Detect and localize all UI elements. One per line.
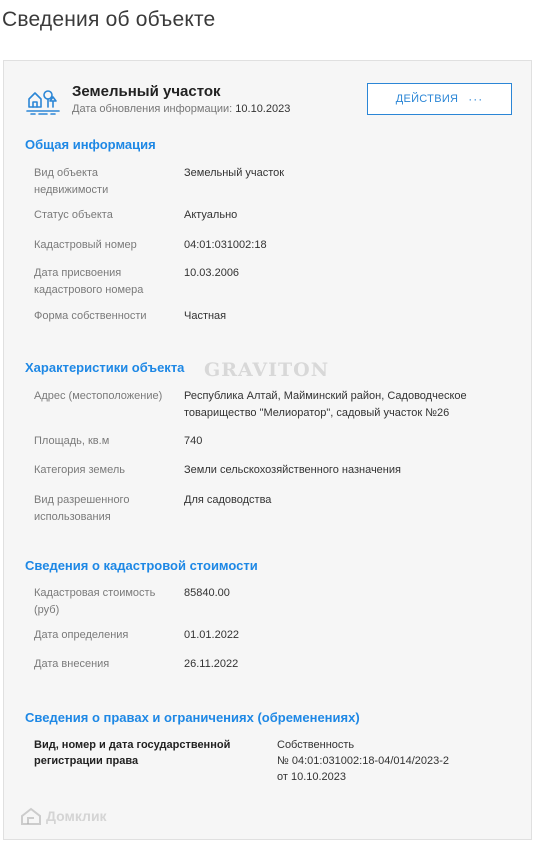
actions-label: ДЕЙСТВИЯ bbox=[395, 93, 459, 105]
house-icon bbox=[20, 807, 42, 825]
row-value: 10.03.2006 bbox=[184, 267, 240, 279]
row-value: 01.01.2022 bbox=[184, 629, 240, 641]
object-updated-info bbox=[72, 103, 290, 115]
row-label: Категория земель bbox=[34, 464, 125, 476]
row-value: Земельный участок bbox=[184, 167, 285, 179]
row-label: Форма собственности bbox=[34, 310, 147, 322]
row-label: Кадастровый номер bbox=[34, 239, 137, 251]
section-general-title: Общая информация bbox=[25, 137, 156, 152]
row-value: 26.11.2022 bbox=[184, 658, 239, 670]
rights-date: от 10.10.2023 bbox=[277, 771, 347, 783]
row-label: Вид разрешенного использования bbox=[34, 494, 130, 523]
rights-type: Собственность bbox=[277, 739, 355, 751]
section-characteristics-title: Характеристики объекта bbox=[25, 360, 185, 375]
object-type-title: Земельный участок bbox=[72, 83, 221, 100]
rights-label: Вид, номер и дата государственной регистрации права bbox=[34, 739, 231, 767]
row-label: Дата определения bbox=[34, 629, 129, 641]
more-dots-icon: ··· bbox=[468, 92, 484, 106]
section-rights-title: Сведения о правах и ограничениях (обременениях) bbox=[25, 710, 360, 725]
updated-label: Дата обновления информации: bbox=[72, 103, 233, 115]
domclick-label: Домклик bbox=[46, 808, 107, 824]
object-card bbox=[3, 60, 532, 840]
row-value: Республика Алтай, Майминский район, Садоводческое товарищество "Мелиоратор", садовый участок №26 bbox=[184, 390, 467, 419]
row-value: Актуально bbox=[184, 209, 238, 221]
row-value: Частная bbox=[184, 310, 227, 322]
graviton-watermark: GRAVITON bbox=[204, 359, 330, 381]
row-value: 04:01:031002:18 bbox=[184, 239, 267, 251]
row-label: Дата присвоения кадастрового номера bbox=[34, 267, 144, 296]
row-label: Адрес (местоположение) bbox=[34, 390, 163, 402]
section-cadastral-value-title: Сведения о кадастровой стоимости bbox=[25, 558, 258, 573]
row-label: Дата внесения bbox=[34, 658, 110, 670]
land-plot-icon bbox=[26, 87, 60, 115]
rights-number: № 04:01:031002:18-04/014/2023-2 bbox=[277, 755, 450, 767]
rights-value bbox=[277, 737, 477, 785]
row-value: Земли сельскохозяйственного назначения bbox=[184, 464, 401, 476]
row-label: Площадь, кв.м bbox=[34, 435, 110, 447]
row-value: 740 bbox=[184, 435, 203, 447]
row-value: 85840.00 bbox=[184, 587, 230, 599]
updated-date: 10.10.2023 bbox=[235, 103, 291, 115]
row-label: Вид объекта недвижимости bbox=[34, 167, 109, 196]
domclick-watermark bbox=[20, 807, 107, 825]
page-title: Сведения об объекте bbox=[2, 8, 216, 31]
row-label: Кадастровая стоимость (руб) bbox=[34, 587, 156, 616]
row-label: Статус объекта bbox=[34, 209, 113, 221]
actions-button[interactable] bbox=[367, 83, 512, 115]
row-value: Для садоводства bbox=[184, 494, 272, 506]
